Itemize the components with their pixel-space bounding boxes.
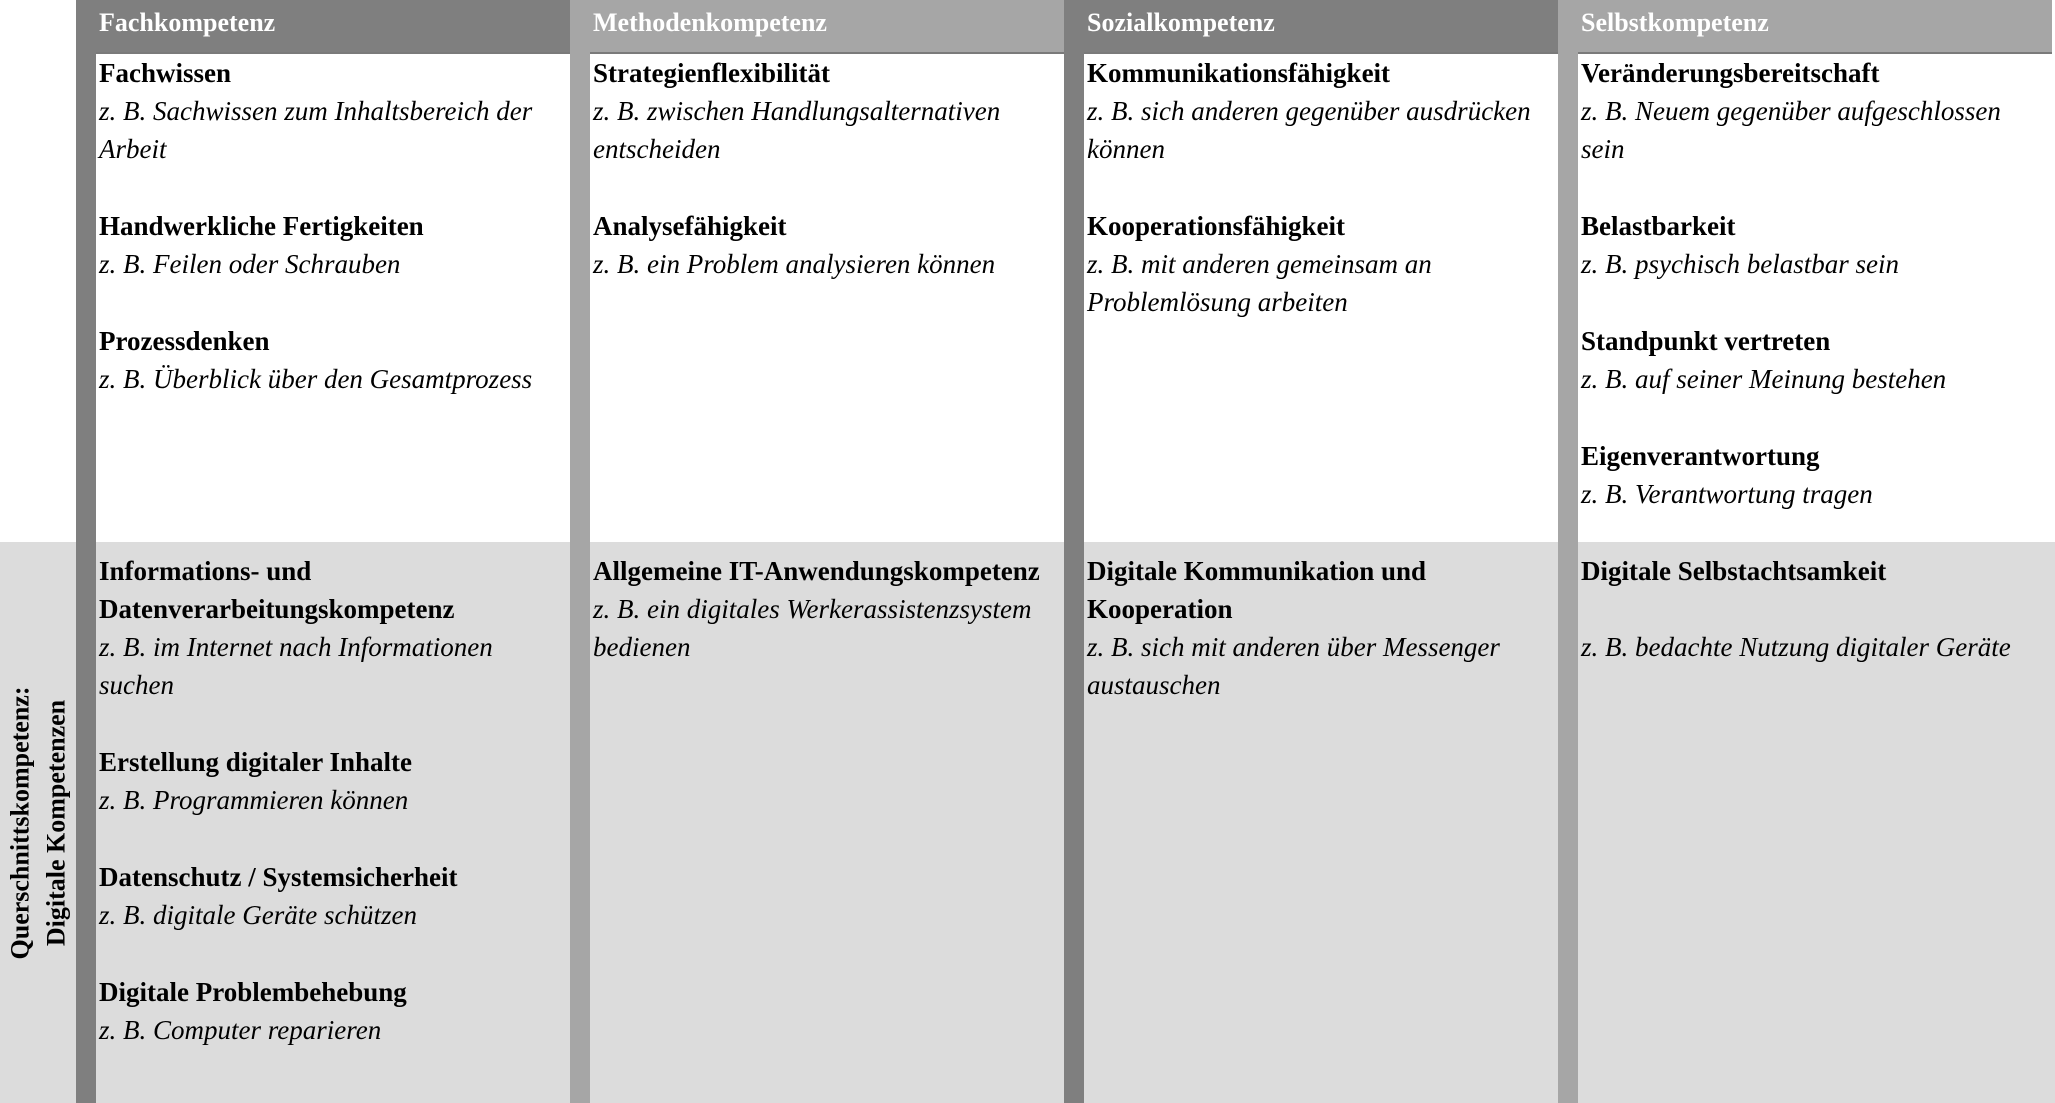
competence-example: z. B. Programmieren können (99, 785, 409, 815)
cell-digital (1581, 552, 2049, 705)
competence-example: z. B. zwischen Handlungsalternativen entscheiden (593, 96, 1001, 164)
competence-title: Kommunikationsfähigkeit (1087, 58, 1391, 88)
competence-title: Fachwissen (99, 58, 232, 88)
competence-title: Strategienflexibilität (593, 58, 830, 88)
column-header: Sozialkompetenz (1064, 0, 1558, 52)
competence-item (99, 322, 567, 398)
cell-core (1087, 54, 1555, 360)
competence-example: z. B. ein Problem analysieren können (593, 249, 996, 279)
column-header: Methodenkompetenz (570, 0, 1064, 52)
competence-item (593, 54, 1061, 168)
cell-core (1581, 54, 2049, 552)
competence-title: Veränderungsbereitschaft (1581, 58, 1880, 88)
competence-item (99, 743, 567, 819)
competence-example: z. B. Überblick über den Gesamtprozess (99, 364, 533, 394)
competence-item (1087, 552, 1555, 704)
column-header: Fachkompetenz (76, 0, 570, 52)
competence-item (1581, 207, 2049, 283)
row-label-text (2, 686, 74, 959)
competence-title: Datenschutz / Systemsicherheit (99, 862, 458, 892)
cell-digital (99, 552, 567, 1088)
competence-example: z. B. auf seiner Meinung bestehen (1581, 364, 1947, 394)
competence-example: z. B. sich anderen gegenüber ausdrücken können (1087, 96, 1531, 164)
competence-item (1581, 437, 2049, 513)
column-header: Selbstkompetenz (1558, 0, 2052, 52)
competence-title: Belastbarkeit (1581, 211, 1736, 241)
competence-example: z. B. digitale Geräte schützen (99, 900, 417, 930)
competence-item (593, 552, 1061, 666)
competence-item (1581, 54, 2049, 168)
competence-item (99, 207, 567, 283)
competence-title: Digitale Problembehebung (99, 977, 407, 1007)
competence-item (1581, 552, 2049, 666)
competence-title: Digitale Kommunikation und Kooperation (1087, 556, 1427, 624)
cell-core (99, 54, 567, 437)
competence-example: z. B. im Internet nach Informationen suchen (99, 632, 493, 700)
competence-example: z. B. psychisch belastbar sein (1581, 249, 1899, 279)
cell-core (593, 54, 1061, 322)
column-bar (570, 0, 590, 1103)
competence-title: Allgemeine IT-Anwendungskompetenz (593, 556, 1040, 586)
competence-title: Erstellung digitaler Inhalte (99, 747, 413, 777)
competence-item (99, 858, 567, 934)
column-bar (1064, 0, 1084, 1103)
competence-title: Digitale Selbstachtsamkeit (1581, 556, 1887, 586)
competence-example: z. B. Computer reparieren (99, 1015, 382, 1045)
column-methodenkompetenz (570, 0, 1064, 1103)
row-label-line1: Querschnittskompetenz: (5, 686, 35, 959)
competence-item (99, 973, 567, 1049)
competence-example: z. B. bedachte Nutzung digitaler Geräte (1581, 632, 2011, 662)
competence-title: Prozessdenken (99, 326, 270, 356)
row-label-line2: Digitale Kompetenzen (41, 699, 71, 946)
column-bar (1558, 0, 1578, 1103)
competence-example: z. B. Feilen oder Schrauben (99, 249, 401, 279)
cell-digital (593, 552, 1061, 705)
competence-title: Eigenverantwortung (1581, 441, 1820, 471)
column-sozialkompetenz (1064, 0, 1558, 1103)
competence-example: z. B. ein digitales Werkerassistenzsystem bedienen (593, 594, 1032, 662)
competence-item (1581, 322, 2049, 398)
column-bar (76, 0, 96, 1103)
row-label-digital-competences (0, 542, 76, 1103)
competence-title: Kooperationsfähigkeit (1087, 211, 1346, 241)
competence-example: z. B. Verantwortung tragen (1581, 479, 1873, 509)
competence-title: Handwerkliche Fertigkeiten (99, 211, 424, 241)
competence-item (593, 207, 1061, 283)
competence-example: z. B. mit anderen gemeinsam an Problemlösung arbeiten (1087, 249, 1432, 317)
competence-item (99, 552, 567, 704)
competence-example: z. B. Neuem gegenüber aufgeschlossen sein (1581, 96, 2001, 164)
column-fachkompetenz (76, 0, 570, 1103)
competence-item (1087, 54, 1555, 168)
competence-title: Standpunkt vertreten (1581, 326, 1831, 356)
competence-item (99, 54, 567, 168)
spacer (1581, 590, 2049, 628)
column-selbstkompetenz (1558, 0, 2052, 1103)
competence-example: z. B. sich mit anderen über Messenger austauschen (1087, 632, 1500, 700)
competence-item (1087, 207, 1555, 321)
cell-digital (1087, 552, 1555, 743)
competence-example: z. B. Sachwissen zum Inhaltsbereich der Arbeit (99, 96, 533, 164)
competence-title: Informations- und Datenverarbeitungskompetenz (99, 556, 455, 624)
competence-title: Analysefähigkeit (593, 211, 787, 241)
